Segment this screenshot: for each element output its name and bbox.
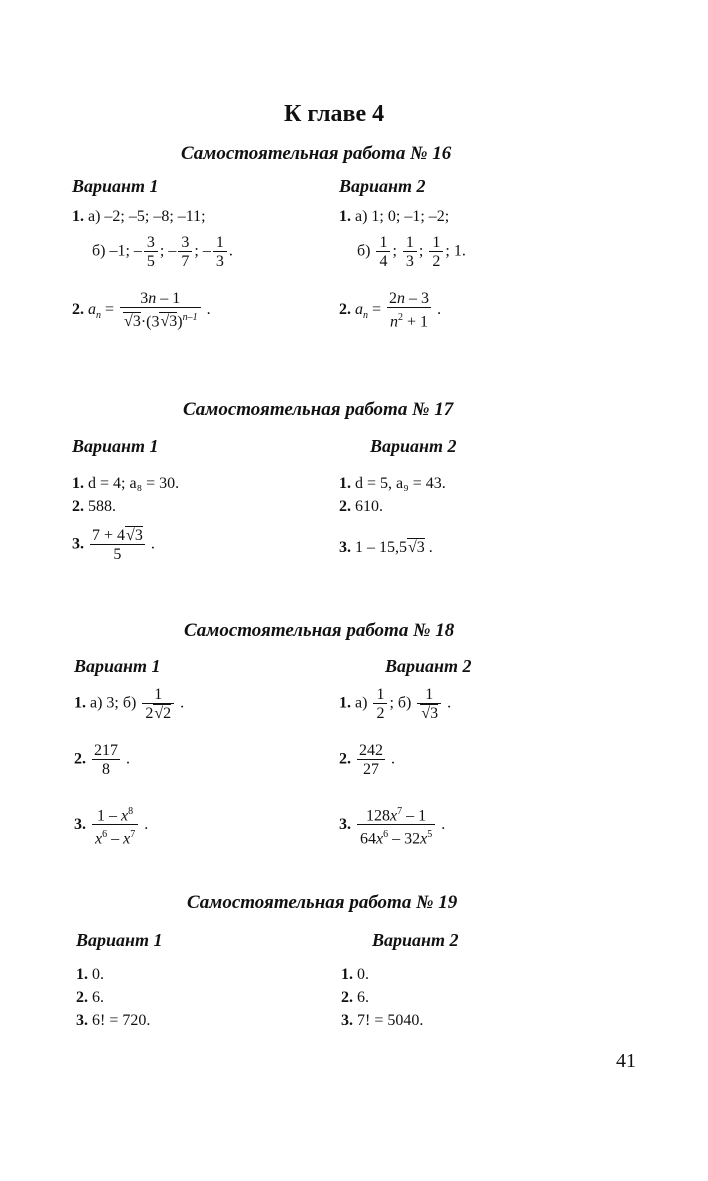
fraction: $\frac{1}{2√2}$ xyxy=(142,686,174,722)
fraction: $\frac{1}{2}$ xyxy=(373,686,387,722)
variant-2-heading-16: Вариант 2 xyxy=(339,176,426,196)
w17-v2-item2 xyxy=(339,498,383,516)
fraction: $\frac{242}{27}$ xyxy=(359,742,383,778)
variant-1-heading-19: Вариант 1 xyxy=(76,930,163,950)
w19-v2-item2 xyxy=(341,989,369,1007)
w19-v1-item2 xyxy=(76,989,104,1007)
w17-v2-item1 xyxy=(339,475,446,493)
item-text: 6. xyxy=(357,989,369,1006)
w19-v1-item3 xyxy=(76,1012,150,1030)
item-text: а) 1; 0; –1; –2; xyxy=(355,208,450,225)
variant-2-heading-18: Вариант 2 xyxy=(385,656,472,676)
item-number: 2. xyxy=(339,498,355,515)
variant-1-heading-17: Вариант 1 xyxy=(72,436,159,456)
item-text: 7! = 5040. xyxy=(357,1012,424,1029)
item-text: 588. xyxy=(88,498,116,515)
section-title-18: Самостоятельная работа № 18 xyxy=(184,620,455,641)
w18-v2-item1: 1. а) $\frac{1}{2}$ ; б) $\frac{1}{√3}$ . xyxy=(339,686,452,722)
fraction: $\frac{1}{√3}$ xyxy=(417,686,441,722)
fraction: $\frac{3n - 1}{√3\cdot(3√3)^{n-1}}$ xyxy=(120,290,201,330)
w18-v2-item2: 2. $\frac{242}{27}$ . xyxy=(339,742,395,778)
fraction: $\frac{217}{8}$ xyxy=(94,742,118,778)
item-number: 3. xyxy=(76,1012,92,1029)
w16-v1-item1a xyxy=(72,208,206,226)
w18-v1-item1: 1. а) 3; б) $\frac{1}{2√2}$ . xyxy=(74,686,185,722)
w17-v1-item1 xyxy=(72,475,179,493)
w19-v1-item1 xyxy=(76,966,104,984)
item-text: 6! = 720. xyxy=(92,1012,151,1029)
item-number: 1. xyxy=(339,208,355,225)
item-number: 2. xyxy=(76,989,92,1006)
w16-v2-item1b: б) $\frac{1}{4}$ ; $\frac{1}{3}$ ; $\frac{1}{2}$ ; 1. xyxy=(357,234,466,270)
item-text: 6. xyxy=(92,989,104,1006)
w19-v2-item1 xyxy=(341,966,369,984)
fraction: $\frac{1 - x^8}{x^6 - x^7}$ xyxy=(92,803,138,848)
w18-v1-item3: 3. $\frac{1 - x^8}{x^6 - x^7}$ . xyxy=(74,803,148,848)
fraction: $\frac{7 + 4√3}{5}$ xyxy=(92,527,143,563)
item-text: 610. xyxy=(355,498,383,515)
w17-v1-item2 xyxy=(72,498,116,516)
fraction: $\frac{1}{3}$ xyxy=(213,234,227,270)
w16-v1-1b-prefix: б) –1; xyxy=(92,242,130,260)
w18-v2-item3: 3. $\frac{128x^7 - 1}{64x^6 - 32x^5}$ . xyxy=(339,803,445,848)
w17-v1-item3: 3. $\frac{7 + 4√3}{5}$ . xyxy=(72,527,155,563)
w16-v1-item2: 2. $a_n$ = $\frac{3n - 1}{√3\cdot(3√3)^{n-1}}$ . xyxy=(72,290,211,331)
item-number: 3. xyxy=(341,1012,357,1029)
fraction: $\frac{1}{4}$ xyxy=(376,234,390,270)
item-number: 1. xyxy=(72,208,88,225)
item-number: 2. xyxy=(341,989,357,1006)
item-text: d = 5, a₉ = 43. xyxy=(355,475,446,492)
w16-v2-item1a xyxy=(339,208,449,226)
item-number: 1. xyxy=(339,475,355,492)
item-number: 1. xyxy=(76,966,92,983)
variant-1-heading-16: Вариант 1 xyxy=(72,176,159,196)
chapter-title: К главе 4 xyxy=(284,101,385,127)
section-title-16: Самостоятельная работа № 16 xyxy=(181,143,452,164)
item-text: d = 4; a₈ = 30. xyxy=(88,475,180,492)
item-number: 1. xyxy=(341,966,357,983)
section-title-19: Самостоятельная работа № 19 xyxy=(187,892,458,913)
w16-v1-item1b: б) –1; – $\frac{3}{5}$ ; – $\frac{3}{7}$ ; – $\frac{1}{3}$ . xyxy=(92,234,233,270)
section-title-17: Самостоятельная работа № 17 xyxy=(183,399,454,420)
w18-v1-item2: 2. $\frac{217}{8}$ . xyxy=(74,742,130,778)
w16-v2-item2: 2. $a_n$ = $\frac{2n - 3}{n^2 + 1}$ . xyxy=(339,290,442,331)
variant-2-heading-17: Вариант 2 xyxy=(370,436,457,456)
variant-1-heading-18: Вариант 1 xyxy=(74,656,161,676)
fraction: $\frac{3}{5}$ xyxy=(144,234,158,270)
fraction: $\frac{2n - 3}{n^2 + 1}$ xyxy=(387,290,431,330)
item-number: 2. xyxy=(72,498,88,515)
fraction: $\frac{1}{2}$ xyxy=(429,234,443,270)
w16-v2-1b-prefix: б) xyxy=(357,242,371,260)
item-number: 1. xyxy=(72,475,88,492)
item-text: 0. xyxy=(357,966,369,983)
fraction: $\frac{1}{3}$ xyxy=(403,234,417,270)
fraction: $\frac{128x^7 - 1}{64x^6 - 32x^5}$ xyxy=(357,803,435,848)
w17-v2-item3: 3. 1 – 15,5√3 . xyxy=(339,539,433,556)
fraction: $\frac{3}{7}$ xyxy=(178,234,192,270)
page-number: 41 xyxy=(616,1050,636,1072)
w19-v2-item3 xyxy=(341,1012,423,1030)
item-text: а) –2; –5; –8; –11; xyxy=(88,208,206,225)
variant-2-heading-19: Вариант 2 xyxy=(372,930,459,950)
item-text: 0. xyxy=(92,966,104,983)
